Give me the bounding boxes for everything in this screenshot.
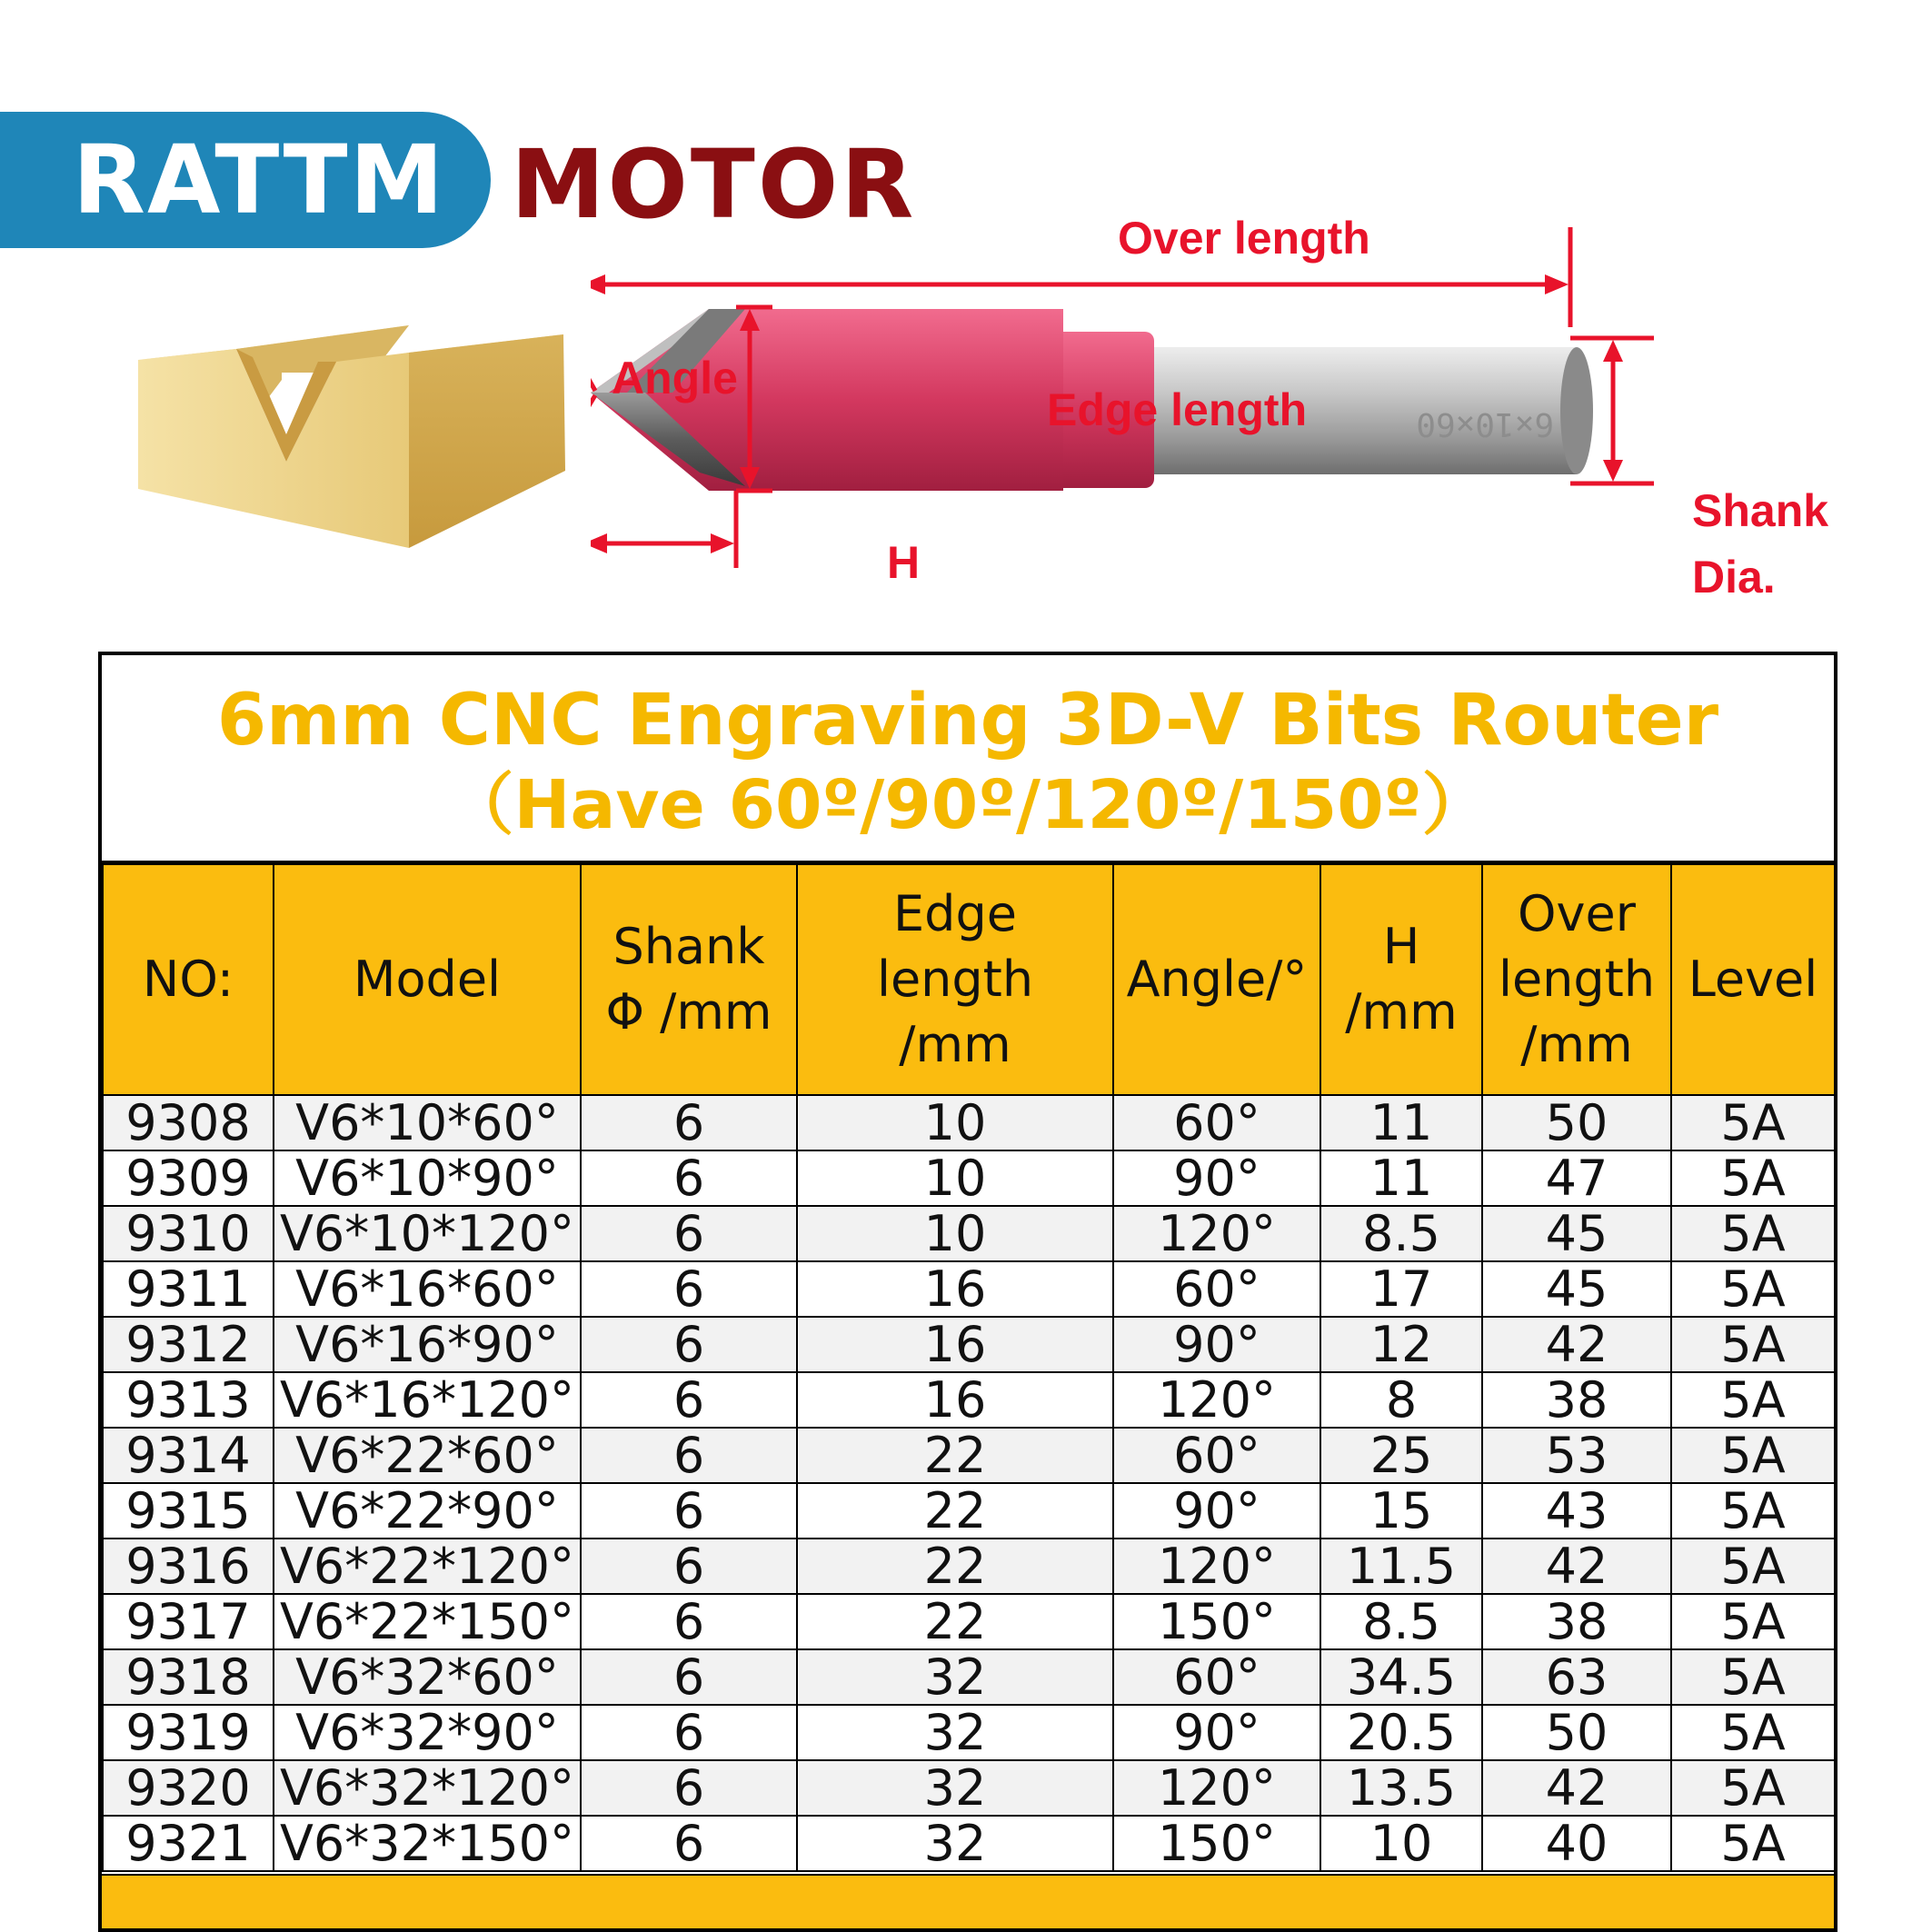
cell-edge-length: 22 (797, 1594, 1113, 1649)
header-angle: Angle/° (1113, 864, 1320, 1095)
table-row (103, 1483, 1835, 1539)
header-edge-length: Edge length /mm (797, 864, 1113, 1095)
cell-h: 17 (1320, 1261, 1482, 1317)
cell-no: 9312 (103, 1317, 274, 1372)
cell-h: 34.5 (1320, 1649, 1482, 1705)
cell-angle: 90° (1113, 1317, 1320, 1372)
cell-shank: 6 (581, 1317, 797, 1372)
cell-level: 5A (1671, 1150, 1835, 1206)
cell-edge-length: 32 (797, 1760, 1113, 1816)
cell-shank: 6 (581, 1816, 797, 1871)
cell-shank: 6 (581, 1705, 797, 1760)
cell-shank: 6 (581, 1760, 797, 1816)
edge-length-label: Edge length (1047, 384, 1308, 435)
cell-edge-length: 32 (797, 1816, 1113, 1871)
cell-model: V6*32*90° (274, 1705, 581, 1760)
cell-angle: 90° (1113, 1705, 1320, 1760)
table-row (103, 1705, 1835, 1760)
cell-edge-length: 16 (797, 1317, 1113, 1372)
cell-no: 9313 (103, 1372, 274, 1428)
header-shank: Shank Φ /mm (581, 864, 797, 1095)
cell-no: 9316 (103, 1539, 274, 1594)
cell-angle: 120° (1113, 1206, 1320, 1261)
cell-angle: 90° (1113, 1150, 1320, 1206)
cell-h: 8 (1320, 1372, 1482, 1428)
cell-shank: 6 (581, 1206, 797, 1261)
cell-no: 9320 (103, 1760, 274, 1816)
table-row (103, 1428, 1835, 1483)
cell-h: 8.5 (1320, 1206, 1482, 1261)
cell-shank: 6 (581, 1261, 797, 1317)
shank-label-line1: Shank (1692, 485, 1829, 536)
cell-model: V6*22*150° (274, 1594, 581, 1649)
cell-edge-length: 32 (797, 1649, 1113, 1705)
cell-shank: 6 (581, 1649, 797, 1705)
v-groove-wood-illustration (136, 325, 573, 548)
cell-angle: 60° (1113, 1261, 1320, 1317)
table-row (103, 1261, 1835, 1317)
cell-edge-length: 22 (797, 1539, 1113, 1594)
header-h: H /mm (1320, 864, 1482, 1095)
cell-model: V6*22*120° (274, 1539, 581, 1594)
cell-edge-length: 16 (797, 1372, 1113, 1428)
cell-no: 9318 (103, 1649, 274, 1705)
spec-table (102, 863, 1836, 1872)
cell-over-length: 43 (1482, 1483, 1671, 1539)
cell-edge-length: 16 (797, 1261, 1113, 1317)
cell-level: 5A (1671, 1705, 1835, 1760)
header-no: NO: (103, 864, 274, 1095)
cell-h: 15 (1320, 1483, 1482, 1539)
cell-angle: 60° (1113, 1428, 1320, 1483)
table-row (103, 1539, 1835, 1594)
cell-h: 10 (1320, 1816, 1482, 1871)
cell-over-length: 38 (1482, 1372, 1671, 1428)
cell-edge-length: 22 (797, 1428, 1113, 1483)
cell-edge-length: 10 (797, 1150, 1113, 1206)
cell-over-length: 42 (1482, 1539, 1671, 1594)
spec-title-block (102, 655, 1834, 863)
cell-h: 13.5 (1320, 1760, 1482, 1816)
cell-model: V6*10*60° (274, 1095, 581, 1150)
header-level: Level (1671, 864, 1835, 1095)
spec-table-panel (98, 652, 1837, 1932)
cell-level: 5A (1671, 1483, 1835, 1539)
cell-angle: 120° (1113, 1539, 1320, 1594)
spec-title: 6mm CNC Engraving 3D-V Bits Router (216, 680, 1719, 762)
spec-header-row (103, 864, 1835, 1095)
cell-no: 9315 (103, 1483, 274, 1539)
cell-h: 11.5 (1320, 1539, 1482, 1594)
cell-angle: 150° (1113, 1594, 1320, 1649)
cell-model: V6*16*60° (274, 1261, 581, 1317)
cell-over-length: 50 (1482, 1095, 1671, 1150)
cell-level: 5A (1671, 1206, 1835, 1261)
table-row (103, 1317, 1835, 1372)
cell-no: 9311 (103, 1261, 274, 1317)
cell-angle: 120° (1113, 1372, 1320, 1428)
cell-over-length: 63 (1482, 1649, 1671, 1705)
cell-angle: 60° (1113, 1649, 1320, 1705)
cell-level: 5A (1671, 1760, 1835, 1816)
table-row (103, 1649, 1835, 1705)
table-row (103, 1206, 1835, 1261)
cell-no: 9308 (103, 1095, 274, 1150)
cell-level: 5A (1671, 1095, 1835, 1150)
table-row (103, 1150, 1835, 1206)
over-length-label: Over length (1118, 213, 1370, 264)
cell-model: V6*32*150° (274, 1816, 581, 1871)
cell-no: 9314 (103, 1428, 274, 1483)
cell-over-length: 53 (1482, 1428, 1671, 1483)
cell-h: 11 (1320, 1095, 1482, 1150)
brand-name-left: RATTM (72, 124, 446, 235)
cell-h: 8.5 (1320, 1594, 1482, 1649)
cell-h: 12 (1320, 1317, 1482, 1372)
cell-over-length: 38 (1482, 1594, 1671, 1649)
h-label: H (887, 537, 921, 588)
table-row (103, 1095, 1835, 1150)
cell-over-length: 47 (1482, 1150, 1671, 1206)
cell-over-length: 50 (1482, 1705, 1671, 1760)
brand-name-right: MOTOR (511, 129, 917, 240)
cell-angle: 90° (1113, 1483, 1320, 1539)
cell-model: V6*32*60° (274, 1649, 581, 1705)
cell-shank: 6 (581, 1095, 797, 1150)
cell-shank: 6 (581, 1594, 797, 1649)
angle-label: Angle (612, 353, 738, 403)
table-row (103, 1372, 1835, 1428)
cell-edge-length: 10 (797, 1095, 1113, 1150)
cell-edge-length: 10 (797, 1206, 1113, 1261)
cell-over-length: 45 (1482, 1261, 1671, 1317)
cell-over-length: 45 (1482, 1206, 1671, 1261)
cell-h: 11 (1320, 1150, 1482, 1206)
shank-label-line2: Dia. (1692, 552, 1776, 603)
spec-footer-bar (102, 1874, 1834, 1928)
cell-shank: 6 (581, 1428, 797, 1483)
cell-edge-length: 32 (797, 1705, 1113, 1760)
cell-no: 9321 (103, 1816, 274, 1871)
cell-edge-length: 22 (797, 1483, 1113, 1539)
cell-model: V6*32*120° (274, 1760, 581, 1816)
cell-model: V6*16*120° (274, 1372, 581, 1428)
cell-model: V6*22*60° (274, 1428, 581, 1483)
cell-h: 25 (1320, 1428, 1482, 1483)
header-over-length: Over length /mm (1482, 864, 1671, 1095)
cell-angle: 60° (1113, 1095, 1320, 1150)
cell-level: 5A (1671, 1816, 1835, 1871)
cell-model: V6*22*90° (274, 1483, 581, 1539)
header-model: Model (274, 864, 581, 1095)
cell-over-length: 40 (1482, 1816, 1671, 1871)
cell-angle: 120° (1113, 1760, 1320, 1816)
cell-level: 5A (1671, 1649, 1835, 1705)
cell-no: 9309 (103, 1150, 274, 1206)
cell-model: V6*10*90° (274, 1150, 581, 1206)
bit-engraving-text: 6×10×60 (1416, 405, 1554, 443)
cell-model: V6*16*90° (274, 1317, 581, 1372)
cell-h: 20.5 (1320, 1705, 1482, 1760)
table-row (103, 1594, 1835, 1649)
cell-shank: 6 (581, 1150, 797, 1206)
cell-shank: 6 (581, 1372, 797, 1428)
spec-table-body (103, 1095, 1835, 1871)
cell-level: 5A (1671, 1261, 1835, 1317)
cell-level: 5A (1671, 1428, 1835, 1483)
cell-shank: 6 (581, 1483, 797, 1539)
cell-over-length: 42 (1482, 1760, 1671, 1816)
table-row (103, 1816, 1835, 1871)
table-row (103, 1760, 1835, 1816)
cell-level: 5A (1671, 1539, 1835, 1594)
brand-logo-badge (0, 112, 491, 248)
cell-no: 9317 (103, 1594, 274, 1649)
cell-shank: 6 (581, 1539, 797, 1594)
cell-over-length: 42 (1482, 1317, 1671, 1372)
cell-angle: 150° (1113, 1816, 1320, 1871)
cell-level: 5A (1671, 1594, 1835, 1649)
cell-no: 9310 (103, 1206, 274, 1261)
cell-level: 5A (1671, 1317, 1835, 1372)
cell-level: 5A (1671, 1372, 1835, 1428)
spec-subtitle: （Have 60º/90º/120º/150º） (446, 766, 1489, 844)
cell-model: V6*10*120° (274, 1206, 581, 1261)
cell-no: 9319 (103, 1705, 274, 1760)
